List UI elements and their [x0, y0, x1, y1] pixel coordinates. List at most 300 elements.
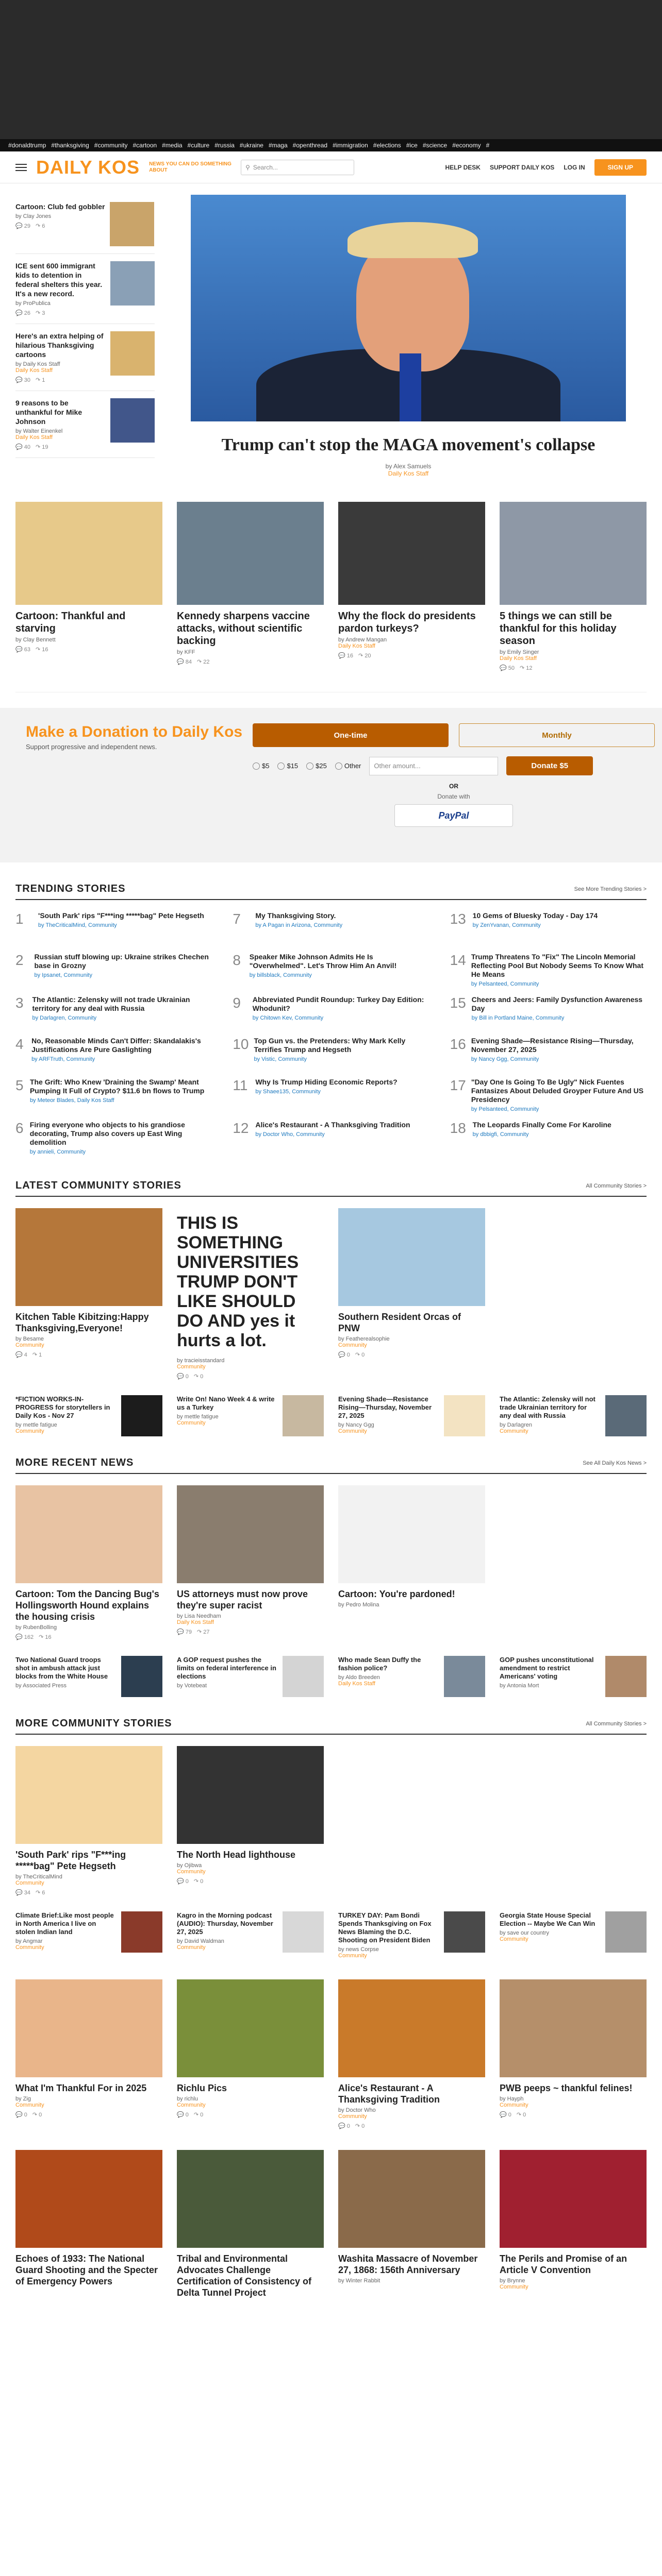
comment-count[interactable]: 💬 0	[500, 2112, 511, 2118]
trending-title[interactable]: The Grift: Who Knew 'Draining the Swamp' Meant Pumping It Full of Crypto? $11.6 bn flows to Trump	[29, 1078, 205, 1095]
comment-count[interactable]: 💬 0	[177, 1374, 189, 1380]
byline: by TheCriticalMind Community	[15, 1874, 62, 1886]
mini-story-title[interactable]: GOP pushes unconstitutional amendment to restrict Americans' voting	[500, 1656, 594, 1680]
mini-story-thumbnail[interactable]	[283, 1911, 324, 1953]
amount-option[interactable]: $5	[253, 762, 269, 770]
byline: by RubenBolling	[15, 1624, 57, 1631]
mini-story[interactable]	[338, 1911, 485, 1959]
trending-title[interactable]: No, Reasonable Minds Can't Differ: Skandalakis's Justifications Are Pure Gaslighting	[31, 1037, 201, 1054]
side-story-thumbnail[interactable]	[110, 261, 155, 306]
search-input[interactable]	[241, 160, 354, 175]
story-title[interactable]: 5 things we can still be thankful for this holiday season	[500, 611, 617, 647]
story-title[interactable]: Tribal and Environmental Advocates Challenge Certification of Consistency of Delta Tunnel Project	[177, 2253, 312, 2298]
trending-rank: 14	[450, 952, 466, 968]
amount-option[interactable]: Other	[335, 762, 361, 770]
share-count[interactable]: ↷ 19	[36, 444, 48, 450]
mini-story-thumbnail[interactable]	[283, 1395, 324, 1436]
story-title[interactable]: Echoes of 1933: The National Guard Shooting and the Specter of Emergency Powers	[15, 2253, 158, 2286]
help-desk-link[interactable]: HELP DESK	[445, 163, 481, 171]
mini-story[interactable]	[500, 1395, 647, 1436]
mini-story-title[interactable]: Evening Shade—Resistance Rising—Thursday, November 27, 2025	[338, 1395, 432, 1419]
story-card[interactable]	[177, 2150, 324, 2300]
mini-story-title[interactable]: Climate Brief:Like most people in North America I live on stolen Indian land	[15, 1911, 114, 1936]
trending-byline: by Darlagren, Community	[32, 1015, 97, 1021]
share-count[interactable]: ↷ 0	[516, 2112, 526, 2118]
story-card[interactable]	[338, 1979, 485, 2129]
support-link[interactable]: SUPPORT DAILY KOS	[489, 163, 555, 171]
latest-title: LATEST COMMUNITY STORIES	[15, 1180, 181, 1191]
share-count[interactable]: ↷ 3	[36, 310, 45, 316]
byline: by Andrew Mangan Daily Kos Staff	[338, 637, 387, 649]
story-meta	[500, 665, 647, 671]
story-image[interactable]	[177, 1746, 324, 1844]
radio-icon[interactable]	[335, 762, 342, 770]
trending-item[interactable]	[15, 1074, 212, 1116]
tag-link[interactable]: #donaldtrump	[8, 142, 46, 149]
story-card[interactable]	[500, 1485, 647, 1640]
story-title[interactable]: Cartoon: Tom the Dancing Bug's Hollingsworth Hound explains the housing crisis	[15, 1589, 159, 1622]
trending-rank: 9	[233, 995, 241, 1011]
comment-count[interactable]: 💬 0	[338, 2123, 350, 2129]
story-image[interactable]	[338, 1485, 485, 1583]
donate-title: Make a Donation to Daily Kos	[26, 723, 243, 740]
story-card[interactable]	[500, 1979, 647, 2129]
byline: by Ojibwa Community	[177, 1862, 206, 1875]
byline: by Featherealsophie Community	[338, 1336, 390, 1348]
mini-story-title[interactable]: *FICTION WORKS-IN-PROGRESS for storytellers in Daily Kos - Nov 27	[15, 1395, 110, 1419]
trending-byline: by ARFTruth, Community	[31, 1056, 95, 1062]
story-title-graphic[interactable]: THIS IS SOMETHING UNIVERSITIES TRUMP DON'T LIKE SHOULD DO AND yes it hurts a lot.	[177, 1213, 299, 1350]
trending-item[interactable]	[15, 907, 212, 948]
latest-mini-grid	[15, 1395, 647, 1436]
tag-link[interactable]: #russia	[214, 142, 235, 149]
mini-story-thumbnail[interactable]	[444, 1911, 485, 1953]
share-count[interactable]: ↷ 0	[355, 2123, 365, 2129]
trending-title[interactable]: The Leopards Finally Come For Karoline	[472, 1121, 611, 1129]
story-image[interactable]	[500, 502, 647, 605]
trending-item[interactable]	[450, 991, 647, 1032]
story-card[interactable]	[15, 1746, 162, 1896]
trending-item[interactable]	[450, 907, 647, 948]
amount-option[interactable]: $15	[277, 762, 298, 770]
share-count[interactable]: ↷ 12	[520, 665, 533, 671]
trending-byline: by A Pagan in Arizona, Community	[255, 922, 343, 928]
trending-item[interactable]	[15, 991, 212, 1032]
paypal-button[interactable]: PayPal	[394, 804, 513, 827]
share-count[interactable]: ↷ 0	[193, 1878, 204, 1885]
story-image[interactable]	[500, 1979, 647, 2077]
tag-link[interactable]: #media	[162, 142, 183, 149]
side-story[interactable]	[15, 324, 155, 391]
side-story-thumbnail[interactable]	[110, 398, 155, 443]
trending-rank: 16	[450, 1036, 466, 1052]
story-image[interactable]	[500, 2150, 647, 2248]
trending-title[interactable]: 'South Park' rips "F***ing *****bag" Pete Hegseth	[38, 911, 204, 920]
mini-story-thumbnail[interactable]	[121, 1911, 162, 1953]
trending-title[interactable]: Cheers and Jeers: Family Dysfunction Awareness Day	[471, 995, 643, 1012]
trending-title[interactable]: Alice's Restaurant - A Thanksgiving Tradition	[255, 1121, 410, 1129]
trending-byline: by Ipsanet, Community	[34, 972, 92, 978]
comment-count[interactable]: 💬 0	[338, 1352, 350, 1358]
side-story[interactable]	[15, 254, 155, 324]
byline: by Doctor Who Community	[338, 2107, 376, 2120]
story-meta	[15, 223, 105, 229]
recent-more-link[interactable]: See All Daily Kos News >	[583, 1460, 647, 1466]
trending-title[interactable]: Evening Shade—Resistance Rising—Thursday, November 27, 2025	[471, 1037, 634, 1054]
main-story[interactable]	[170, 195, 647, 477]
comment-count[interactable]: 💬 0	[177, 2112, 189, 2118]
story-title[interactable]: Washita Massacre of November 27, 1868: 156th Anniversary	[338, 2253, 478, 2275]
trending-item[interactable]	[450, 1116, 647, 1159]
menu-icon[interactable]	[15, 164, 27, 171]
mini-story-thumbnail[interactable]	[605, 1911, 647, 1953]
trending-byline: by TheCriticalMind, Community	[38, 922, 117, 928]
story-meta	[177, 2111, 324, 2118]
story-title[interactable]: Richlu Pics	[177, 2083, 227, 2093]
side-story-title[interactable]: ICE sent 600 immigrant kids to detention in federal shelters this year. It's a new record.	[15, 262, 103, 298]
radio-icon[interactable]	[306, 762, 313, 770]
trending-rank: 17	[450, 1077, 466, 1093]
story-card[interactable]	[338, 502, 485, 671]
trending-item[interactable]	[233, 1074, 429, 1116]
trending-rank: 3	[15, 995, 24, 1011]
story-card[interactable]	[15, 2150, 162, 2300]
trending-byline: by Shaee135, Community	[255, 1089, 321, 1095]
story-card[interactable]	[500, 1746, 647, 1896]
byline: by Pedro Molina	[338, 1602, 379, 1608]
or-divider: OR	[449, 783, 458, 790]
trending-rank: 6	[15, 1120, 24, 1136]
mini-story-thumbnail[interactable]	[605, 1395, 647, 1436]
tag-link[interactable]: #ukraine	[239, 142, 263, 149]
mini-story-thumbnail[interactable]	[283, 1656, 324, 1697]
trending-more-link[interactable]: See More Trending Stories >	[574, 886, 647, 892]
one-time-tab[interactable]: One-time	[253, 723, 449, 747]
radio-icon[interactable]	[253, 762, 260, 770]
story-image[interactable]	[338, 1979, 485, 2077]
comment-count[interactable]: 💬 26	[15, 310, 31, 316]
story-card[interactable]	[338, 1485, 485, 1640]
trending-byline: by Meteor Blades, Daily Kos Staff	[29, 1097, 114, 1104]
byline: by KFF	[177, 649, 195, 655]
trending-rank: 1	[15, 911, 24, 927]
trending-rank: 12	[233, 1120, 249, 1136]
comment-count[interactable]: 💬 63	[15, 647, 31, 653]
mini-story[interactable]	[177, 1395, 324, 1436]
more-grid-3	[15, 2150, 647, 2300]
trending-title[interactable]: 10 Gems of Bluesky Today - Day 174	[472, 911, 598, 920]
trending-title[interactable]: Trump Threatens To "Fix" The Lincoln Memorial Reflecting Pool But Nobody Seems To Know What He Means	[471, 953, 644, 978]
story-card[interactable]	[177, 1208, 324, 1380]
story-image[interactable]	[177, 1485, 324, 1583]
byline: by Darlagren Community	[500, 1422, 532, 1434]
tag-link[interactable]: #immigration	[333, 142, 368, 149]
trending-rank: 18	[450, 1120, 466, 1136]
tag-link[interactable]: #economy	[452, 142, 481, 149]
tag-link[interactable]: #elections	[373, 142, 401, 149]
mini-story-title[interactable]: Georgia State House Special Election -- Maybe We Can Win	[500, 1911, 595, 1927]
tag-link[interactable]: #science	[422, 142, 448, 149]
mini-story[interactable]	[15, 1656, 162, 1697]
comment-count[interactable]: 💬 0	[15, 2112, 27, 2118]
trending-rank: 4	[15, 1036, 24, 1052]
trending-item[interactable]	[450, 948, 647, 991]
trending-title: TRENDING STORIES	[15, 883, 126, 894]
tag-link[interactable]: #culture	[187, 142, 210, 149]
story-title[interactable]: PWB peeps ~ thankful felines!	[500, 2083, 633, 2093]
amount-option[interactable]: $25	[306, 762, 327, 770]
story-card[interactable]	[15, 1485, 162, 1640]
story-card[interactable]	[338, 1208, 485, 1380]
trending-list	[15, 907, 647, 1159]
comment-count[interactable]: 💬 4	[15, 1352, 27, 1358]
byline: by richlu Community	[177, 2096, 206, 2108]
trending-title[interactable]: My Thanksgiving Story.	[255, 911, 336, 920]
comment-count[interactable]: 💬 34	[15, 1890, 31, 1896]
story-meta	[15, 646, 162, 653]
trending-title[interactable]: The Atlantic: Zelensky will not trade Ukrainian territory for any deal with Russia	[32, 995, 190, 1012]
story-meta	[15, 2111, 162, 2118]
side-story-thumbnail[interactable]	[110, 331, 155, 376]
story-card[interactable]	[500, 2150, 647, 2300]
share-count[interactable]: ↷ 6	[36, 1890, 45, 1896]
story-card[interactable]	[15, 1979, 162, 2129]
tag-link[interactable]: #openthread	[292, 142, 328, 149]
trending-item[interactable]	[233, 948, 429, 991]
more-grid	[15, 1746, 647, 1896]
share-count[interactable]: ↷ 16	[36, 647, 48, 653]
side-story-title[interactable]: Cartoon: Club fed gobbler	[15, 202, 105, 211]
login-link[interactable]: LOG IN	[564, 163, 585, 171]
top-ad-area	[0, 0, 662, 139]
comment-count[interactable]: 💬 162	[15, 1634, 34, 1640]
mini-story[interactable]	[15, 1911, 162, 1959]
share-count[interactable]: ↷ 1	[36, 377, 45, 383]
trending-item[interactable]	[15, 1032, 212, 1074]
site-tagline: NEWS YOU CAN DO SOMETHING ABOUT	[149, 161, 231, 173]
comment-count[interactable]: 💬 84	[177, 659, 192, 665]
mini-story[interactable]	[177, 1656, 324, 1697]
story-image[interactable]	[177, 2150, 324, 2248]
story-image[interactable]	[15, 2150, 162, 2248]
trending-title[interactable]: Speaker Mike Johnson Admits He Is "Overwhelmed". Let's Throw Him An Anvil!	[249, 953, 397, 970]
side-story-title[interactable]: Here's an extra helping of hilarious Thanksgiving cartoons	[15, 332, 104, 359]
byline: by Angmar Community	[15, 1938, 44, 1951]
comment-count[interactable]: 💬 29	[15, 223, 31, 229]
share-count[interactable]: ↷ 0	[193, 2112, 204, 2118]
story-meta	[15, 1634, 162, 1640]
share-count[interactable]: ↷ 1	[32, 1352, 42, 1358]
byline: by Antonia Mort	[500, 1683, 539, 1689]
story-title[interactable]: The Perils and Promise of an Article V Convention	[500, 2253, 627, 2275]
story-meta	[500, 2111, 647, 2118]
side-story-thumbnail[interactable]	[110, 202, 154, 246]
byline: by mettle fatigue Community	[15, 1422, 57, 1434]
mini-story[interactable]	[500, 1656, 647, 1697]
mini-story[interactable]	[338, 1656, 485, 1697]
story-title[interactable]: Cartoon: You're pardoned!	[338, 1589, 455, 1599]
story-image[interactable]	[15, 1208, 162, 1306]
monthly-tab[interactable]: Monthly	[459, 723, 655, 747]
tag-link[interactable]: #maga	[268, 142, 288, 149]
mini-story-title[interactable]: The Atlantic: Zelensky will not trade Ukrainian territory for any deal with Russia	[500, 1395, 595, 1419]
story-title[interactable]: What I'm Thankful For in 2025	[15, 2083, 147, 2093]
trending-header	[15, 883, 647, 900]
share-count[interactable]: ↷ 0	[32, 2112, 42, 2118]
byline: by mettle fatigue Community	[177, 1414, 219, 1426]
share-count[interactable]: ↷ 6	[36, 223, 45, 229]
mini-story-thumbnail[interactable]	[121, 1395, 162, 1436]
trending-item[interactable]	[233, 991, 429, 1032]
share-count[interactable]: ↷ 20	[358, 653, 371, 659]
more-more-link[interactable]: All Community Stories >	[586, 1720, 647, 1727]
mini-story[interactable]	[338, 1395, 485, 1436]
story-image[interactable]	[15, 1979, 162, 2077]
story-title[interactable]: US attorneys must now prove they're super racist	[177, 1589, 308, 1611]
mini-story-title[interactable]: A GOP request pushes the limits on federal interference in elections	[177, 1656, 276, 1680]
mini-story-title[interactable]: Write On! Nano Week 4 & write us a Turkey	[177, 1395, 275, 1411]
story-card[interactable]	[15, 1208, 162, 1380]
trending-byline: by ZenYvanan, Community	[472, 922, 541, 928]
tag-link[interactable]: #thanksgiving	[51, 142, 89, 149]
mini-story[interactable]	[500, 1911, 647, 1959]
story-card[interactable]	[177, 1485, 324, 1640]
other-amount-input[interactable]: Other amount...	[369, 757, 498, 775]
mini-story[interactable]	[15, 1395, 162, 1436]
story-image[interactable]	[15, 1746, 162, 1844]
trending-item[interactable]	[233, 1116, 429, 1159]
story-card[interactable]	[15, 502, 162, 671]
trending-item[interactable]	[15, 948, 212, 991]
story-meta	[177, 658, 324, 665]
story-title[interactable]: Alice's Restaurant - A Thanksgiving Tradition	[338, 2083, 440, 2105]
trending-item[interactable]	[233, 1032, 429, 1074]
story-card[interactable]	[338, 1746, 485, 1896]
story-card[interactable]	[338, 2150, 485, 2300]
story-meta	[338, 2123, 485, 2129]
radio-icon[interactable]	[277, 762, 285, 770]
mini-story-thumbnail[interactable]	[121, 1656, 162, 1697]
more-mini-grid	[15, 1911, 647, 1959]
latest-more-link[interactable]: All Community Stories >	[586, 1182, 647, 1189]
main-story-image[interactable]	[191, 195, 626, 421]
trending-item[interactable]	[15, 1116, 212, 1159]
story-image[interactable]	[338, 502, 485, 605]
byline: by Clay Bennett	[15, 637, 56, 643]
story-title[interactable]: The North Head lighthouse	[177, 1850, 296, 1860]
trending-title[interactable]: Firing everyone who objects to his grandiose decorating, Trump also covers up East Wing demolition	[29, 1121, 185, 1146]
site-header	[0, 151, 662, 183]
story-meta	[177, 1878, 324, 1885]
comment-count[interactable]: 💬 0	[177, 1878, 189, 1885]
trending-title[interactable]: Russian stuff blowing up: Ukraine strikes Chechen base in Grozny	[34, 953, 209, 970]
share-count[interactable]: ↷ 22	[197, 659, 210, 665]
trending-byline: by annieli, Community	[29, 1149, 86, 1155]
latest-grid	[15, 1208, 647, 1380]
trending-item[interactable]	[233, 907, 429, 948]
story-meta	[338, 1351, 485, 1358]
story-image[interactable]	[15, 1485, 162, 1583]
story-card[interactable]	[500, 1208, 647, 1380]
byline: by Walter Einenkel Daily Kos Staff	[15, 428, 63, 440]
story-title[interactable]: 'South Park' rips "F***ing *****bag" Pete Hegseth	[15, 1850, 126, 1871]
comment-count[interactable]: 💬 30	[15, 377, 31, 383]
comment-count[interactable]: 💬 50	[500, 665, 515, 671]
mini-story-thumbnail[interactable]	[605, 1656, 647, 1697]
story-title[interactable]: Cartoon: Thankful and starving	[15, 611, 126, 634]
tag-link[interactable]: #community	[94, 142, 128, 149]
trending-item[interactable]	[450, 1032, 647, 1074]
signup-button[interactable]: SIGN UP	[594, 159, 647, 176]
mini-story-title[interactable]: Who made Sean Duffy the fashion police?	[338, 1656, 421, 1672]
trending-rank: 5	[15, 1077, 24, 1093]
donate-subtitle: Support progressive and independent news.	[26, 743, 157, 751]
story-meta	[177, 1373, 324, 1380]
byline: by save our country Community	[500, 1930, 549, 1942]
tag-link[interactable]: #	[486, 142, 490, 149]
story-image[interactable]	[15, 502, 162, 605]
story-image[interactable]	[177, 1979, 324, 2077]
share-count[interactable]: ↷ 0	[355, 1352, 365, 1358]
byline: by Nancy Ggg Community	[338, 1422, 374, 1434]
story-card[interactable]	[177, 502, 324, 671]
tag-link[interactable]: #cartoon	[133, 142, 157, 149]
story-image[interactable]	[338, 1208, 485, 1306]
main-story-title[interactable]: Trump can't stop the MAGA movement's collapse	[221, 435, 595, 454]
tag-link[interactable]: #ice	[406, 142, 418, 149]
story-title[interactable]: Southern Resident Orcas of PNW	[338, 1312, 461, 1333]
recent-mini-grid	[15, 1656, 647, 1697]
side-story[interactable]	[15, 391, 155, 458]
story-card[interactable]	[177, 1979, 324, 2129]
mini-story-title[interactable]: Kagro in the Morning podcast (AUDIO): Thursday, November 27, 2025	[177, 1911, 273, 1936]
trending-title[interactable]: "Day One Is Going To Be Ugly" Nick Fuentes Fantasizes About Deluded Groyper Future And US Presidency	[471, 1078, 644, 1104]
site-logo[interactable]: DAILY KOS	[36, 156, 140, 178]
side-story[interactable]	[15, 195, 155, 254]
story-card[interactable]	[177, 1746, 324, 1896]
story-title[interactable]: Kennedy sharpens vaccine attacks, without scientific backing	[177, 611, 310, 647]
byline: by David Waldman Community	[177, 1938, 224, 1951]
share-count[interactable]: ↷ 0	[193, 1374, 204, 1380]
mini-story-title[interactable]: Two National Guard troops shot in ambush attack just blocks from the White House	[15, 1656, 108, 1680]
comment-count[interactable]: 💬 40	[15, 444, 31, 450]
donate-button[interactable]: Donate $5	[506, 756, 593, 775]
story-title[interactable]: Why the flock do presidents pardon turkeys?	[338, 611, 476, 634]
mini-story-thumbnail[interactable]	[444, 1395, 485, 1436]
tag-bar	[0, 139, 662, 151]
comment-count[interactable]: 💬 16	[338, 653, 354, 659]
side-story-title[interactable]: 9 reasons to be unthankful for Mike Johnson	[15, 399, 82, 426]
side-stories	[15, 195, 155, 477]
comment-count[interactable]: 💬 79	[177, 1629, 192, 1635]
story-title[interactable]: Kitchen Table Kibitzing:Happy Thanksgiving,Everyone!	[15, 1312, 149, 1333]
trending-item[interactable]	[450, 1074, 647, 1116]
mini-story-thumbnail[interactable]	[444, 1656, 485, 1697]
story-image[interactable]	[177, 502, 324, 605]
story-card[interactable]	[500, 502, 647, 671]
mini-story[interactable]	[177, 1911, 324, 1959]
mini-story-title[interactable]: TURKEY DAY: Pam Bondi Spends Thanksgiving on Fox News Blaming the D.C. Shooting on President Biden	[338, 1911, 432, 1944]
trending-byline: by Pelsanteed, Community	[471, 1106, 539, 1112]
share-count[interactable]: ↷ 27	[197, 1629, 210, 1635]
trending-title[interactable]: Abbreviated Pundit Roundup: Turkey Day Edition: Whodunit?	[252, 995, 424, 1012]
trending-byline: by Chitown Kev, Community	[252, 1015, 324, 1021]
story-image[interactable]	[338, 2150, 485, 2248]
trending-title[interactable]: Why Is Trump Hiding Economic Reports?	[255, 1078, 398, 1086]
trending-rank: 7	[233, 911, 241, 927]
trending-title[interactable]: Top Gun vs. the Pretenders: Why Mark Kelly Terrifies Trump and Hegseth	[254, 1037, 406, 1054]
share-count[interactable]: ↷ 16	[39, 1634, 52, 1640]
